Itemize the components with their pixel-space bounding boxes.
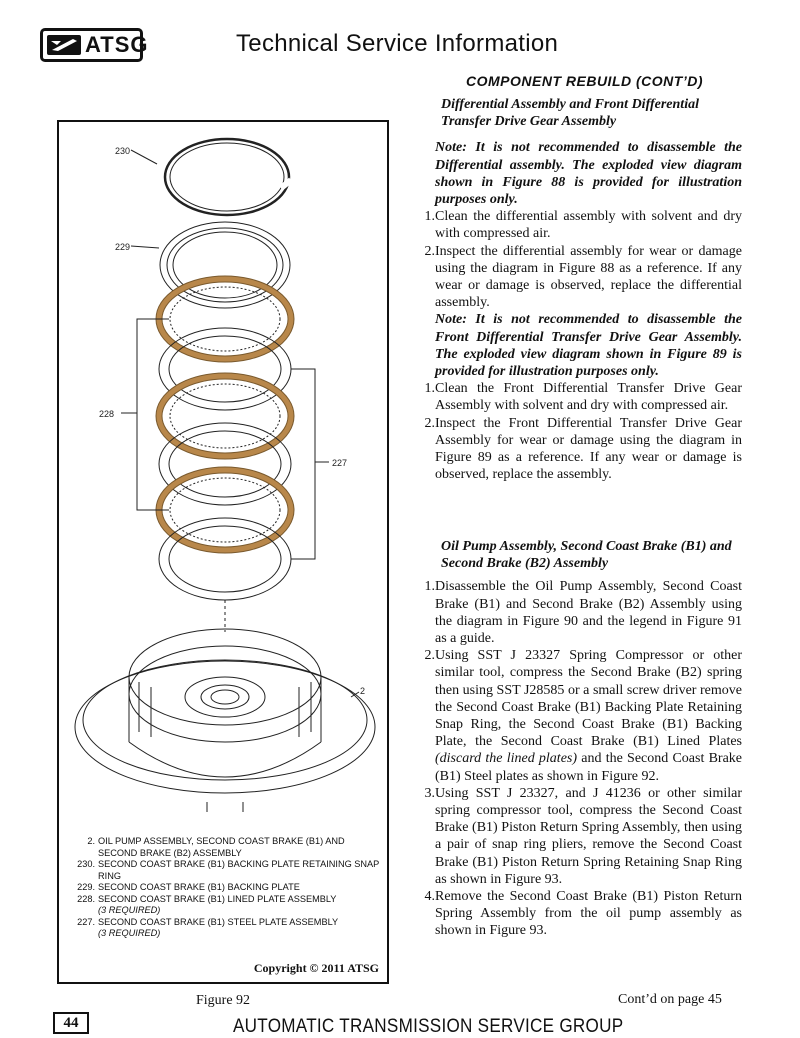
legend-item: 228. SECOND COAST BRAKE (B1) LINED PLATE ASSEMBLY (3 REQUIRED) — [77, 893, 337, 915]
subheading-oil-pump: Oil Pump Assembly, Second Coast Brake (B1) and Second Brake (B2) Assembly — [441, 539, 732, 572]
lined-plate-228-a — [159, 279, 291, 359]
callout-229: 229 — [115, 242, 131, 252]
oil-pump-assembly-2 — [75, 629, 375, 812]
continued-note: Cont’d on page 45 — [618, 992, 722, 1007]
list-item: 1. Clean the differential assembly with solvent and dry with compressed air. — [424, 209, 742, 242]
legend-item: 230. SECOND COAST BRAKE (B1) BACKING PLATE RETAINING SNAP RING — [77, 859, 380, 881]
footer-org: AUTOMATIC TRANSMISSION SERVICE GROUP — [233, 1016, 624, 1037]
figure-caption: Figure 92 — [196, 993, 251, 1008]
figure-92-box — [57, 120, 389, 984]
steel-plate-227-a — [159, 328, 291, 410]
logo-emblem-icon — [47, 35, 83, 55]
legend-item: 229. SECOND COAST BRAKE (B1) BACKING PLATE — [77, 882, 300, 892]
legend-item: 227. SECOND COAST BRAKE (B1) STEEL PLATE ASSEMBLY (3 REQUIRED) — [77, 916, 339, 938]
oil-pump-section — [413, 538, 742, 940]
list-item: 2. Using SST J 23327 Spring Compressor or other similar tool, compress the Second Brake (B2) spring then using SST J28585 or a small screw driver remove the Second Coast Brake (B1) Backing Plate Retaining Snap Ring, the Second Coast Brake (B1) Backing Plate, the Second Coast Brake (B1) Lined Plates (discard the lined plates) and the Second Coast Brake (B1) Steel plates as shown in Figure 92. — [424, 648, 743, 784]
section-heading: COMPONENT REBUILD (CONT’D) — [466, 73, 703, 89]
lined-plate-228-b — [159, 376, 291, 456]
callout-228: 228 — [99, 409, 115, 419]
callout-227: 227 — [332, 458, 348, 468]
snap-ring-230 — [165, 139, 291, 215]
page-title: Technical Service Information — [236, 30, 559, 57]
note-transfer-drive-gear: Note: It is not recommended to disassemble the Front Differential Transfer Drive Gear Assembly. The exploded view diagram shown in Figure 89 is provided for illustration purposes only. — [435, 312, 742, 380]
callout-2: 2 — [360, 686, 366, 696]
backing-plate-229 — [160, 222, 290, 308]
figure-legend — [73, 836, 383, 940]
subheading-differential: Differential Assembly and Front Differential Transfer Drive Gear Assembly — [441, 97, 699, 130]
note-differential: Note: It is not recommended to disassemble the Differential assembly. The exploded view diagram shown in Figure 88 is provided for illustration purposes only. — [435, 140, 742, 208]
page-number: 44 — [53, 1012, 89, 1034]
list-item: 1. Clean the Front Differential Transfer Drive Gear Assembly with solvent and dry with compressed air. — [424, 381, 742, 414]
list-item: 2. Inspect the differential assembly for wear or damage using the diagram in Figure 88 as a reference. If any wear or damage is observed, replace the differential assembly. — [424, 243, 742, 311]
logo-text: ATSG — [85, 32, 149, 57]
list-item: 1. Disassemble the Oil Pump Assembly, Second Coast Brake (B1) and Second Brake (B2) Assembly using the diagram in Figure 90 and the legend in Figure 91 as a guide. — [424, 579, 742, 647]
atsg-logo — [40, 28, 149, 62]
copyright: Copyright © 2011 ATSG — [253, 961, 379, 975]
lined-plate-228-c — [159, 470, 291, 550]
list-item: 3. Using SST J 23327, and J 41236 or other similar spring compressor tool, compress the Second Coast Brake (B1) Piston Return Spring Assembly, then using a pair of snap ring pliers, remove the Second Coast Brake (B1) Piston Return Spring Retaining Snap Ring as shown in Figure 93. — [424, 785, 742, 887]
legend-item: 2. OIL PUMP ASSEMBLY, SECOND COAST BRAKE (B1) AND SECOND BRAKE (B2) ASSEMBLY — [87, 836, 345, 858]
list-item: 2. Inspect the Front Differential Transfer Drive Gear Assembly for wear or damage using the diagram in Figure 89 as a reference. If any wear or damage is observed, replace the assembly. — [424, 415, 742, 483]
callout-230: 230 — [115, 146, 131, 156]
steel-plate-227-c — [159, 518, 291, 600]
differential-section — [413, 96, 742, 483]
list-item: 4. Remove the Second Coast Brake (B1) Piston Return Spring Assembly from the oil pump assembly as shown in Figure 93. — [424, 889, 742, 939]
